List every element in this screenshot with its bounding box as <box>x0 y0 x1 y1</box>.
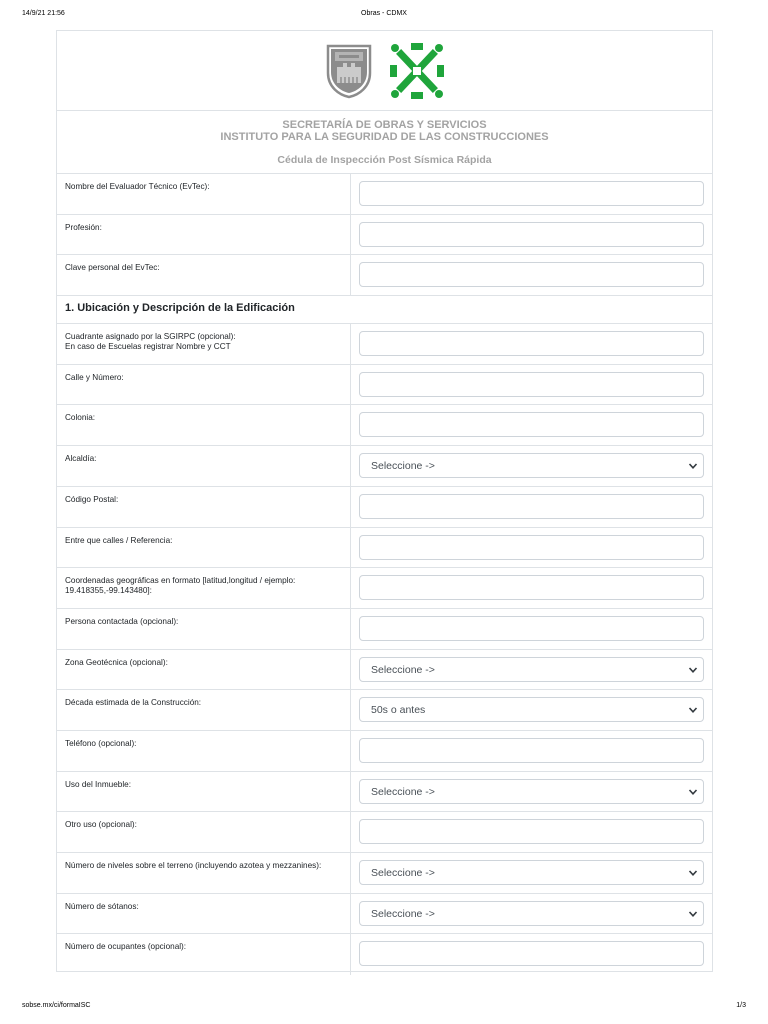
form-title-block <box>57 111 712 174</box>
basements-row <box>57 894 712 935</box>
chevron-down-icon <box>688 461 698 471</box>
evaluator-name-input[interactable] <box>359 181 704 206</box>
between-streets-input[interactable] <box>359 535 704 560</box>
geo-zone-label: Zona Geotécnica (opcional): <box>57 650 351 690</box>
zip-row <box>57 487 712 528</box>
occupants-label: Número de ocupantes (opcional): <box>57 934 351 975</box>
use-row <box>57 772 712 813</box>
print-page-number: 1/3 <box>736 1002 746 1009</box>
other-use-input[interactable] <box>359 819 704 844</box>
print-date: 14/9/21 21:56 <box>22 10 65 17</box>
print-url: sobse.mx/ci/formaISC <box>22 1002 91 1009</box>
colony-row <box>57 405 712 446</box>
form-subtitle: Cédula de Inspección Post Sísmica Rápida <box>277 154 492 166</box>
coordinates-input[interactable] <box>359 575 704 600</box>
occupants-row <box>57 934 712 975</box>
chevron-down-icon <box>688 665 698 675</box>
between-streets-row <box>57 528 712 569</box>
levels-label: Número de niveles sobre el terreno (incluyendo azotea y mezzanines): <box>57 853 351 893</box>
contact-input[interactable] <box>359 616 704 641</box>
chevron-down-icon <box>688 868 698 878</box>
geo-zone-row <box>57 650 712 691</box>
institute-title: INSTITUTO PARA LA SEGURIDAD DE LAS CONSTRUCCIONES <box>220 131 549 143</box>
quadrant-label <box>57 324 351 364</box>
basements-select[interactable] <box>359 901 704 926</box>
evaluator-name-label: Nombre del Evaluador Técnico (EvTec): <box>57 174 351 214</box>
print-footer <box>22 1002 746 1014</box>
alcaldia-select-value: Seleccione -> <box>371 460 435 473</box>
use-select-value: Seleccione -> <box>371 785 435 798</box>
decade-select[interactable] <box>359 697 704 722</box>
phone-input[interactable] <box>359 738 704 763</box>
quadrant-label-line2: En caso de Escuelas registrar Nombre y CCT <box>65 341 231 351</box>
contact-label: Persona contactada (opcional): <box>57 609 351 649</box>
evaluator-key-input[interactable] <box>359 262 704 287</box>
ministry-title: SECRETARÍA DE OBRAS Y SERVICIOS <box>282 119 487 131</box>
levels-row <box>57 853 712 894</box>
evaluator-name-row <box>57 174 712 215</box>
profession-input[interactable] <box>359 222 704 247</box>
section-1-heading: 1. Ubicación y Descripción de la Edificación <box>57 296 712 324</box>
coordinates-row <box>57 568 712 609</box>
other-use-row <box>57 812 712 853</box>
other-use-label: Otro uso (opcional): <box>57 812 351 852</box>
colony-input[interactable] <box>359 412 704 437</box>
coordinates-label-line1: Coordenadas geográficas en formato [latitud,longitud / ejemplo: <box>65 576 296 586</box>
use-label: Uso del Inmueble: <box>57 772 351 812</box>
coordinates-label-line2: 19.418355,-99.143480]: <box>65 585 152 595</box>
print-page-title: Obras - CDMX <box>361 10 407 17</box>
inspection-form <box>56 30 713 972</box>
cdmx-coat-of-arms-logo <box>325 43 373 99</box>
contact-row <box>57 609 712 650</box>
quadrant-row <box>57 324 712 365</box>
phone-row <box>57 731 712 772</box>
quadrant-input[interactable] <box>359 331 704 356</box>
occupants-input[interactable] <box>359 941 704 966</box>
alcaldia-label: Alcaldía: <box>57 446 351 486</box>
between-streets-label: Entre que calles / Referencia: <box>57 528 351 568</box>
coordinates-label <box>57 568 351 608</box>
alcaldia-select[interactable] <box>359 453 704 478</box>
use-select[interactable] <box>359 779 704 804</box>
alcaldia-row <box>57 446 712 487</box>
decade-select-value: 50s o antes <box>371 704 426 717</box>
evaluator-key-row <box>57 255 712 296</box>
street-label: Calle y Número: <box>57 365 351 405</box>
quadrant-label-line1: Cuadrante asignado por la SGIRPC (opcional): <box>65 332 236 342</box>
logo-bar <box>57 31 712 111</box>
geo-zone-select-value: Seleccione -> <box>371 663 435 676</box>
street-row <box>57 365 712 406</box>
phone-label: Teléfono (opcional): <box>57 731 351 771</box>
street-input[interactable] <box>359 372 704 397</box>
chevron-down-icon <box>688 787 698 797</box>
zip-input[interactable] <box>359 494 704 519</box>
levels-select-value: Seleccione -> <box>371 867 435 879</box>
profession-row <box>57 215 712 256</box>
levels-select[interactable] <box>359 860 704 885</box>
chevron-down-icon <box>688 909 698 919</box>
chevron-down-icon <box>688 705 698 715</box>
cdmx-logo <box>389 42 445 100</box>
evaluator-key-label: Clave personal del EvTec: <box>57 255 351 295</box>
decade-label: Década estimada de la Construcción: <box>57 690 351 730</box>
print-header <box>22 10 746 22</box>
geo-zone-select[interactable] <box>359 657 704 682</box>
basements-select-value: Seleccione -> <box>371 907 435 920</box>
colony-label: Colonia: <box>57 405 351 445</box>
profession-label: Profesión: <box>57 215 351 255</box>
zip-label: Código Postal: <box>57 487 351 527</box>
basements-label: Número de sótanos: <box>57 894 351 934</box>
decade-row <box>57 690 712 731</box>
